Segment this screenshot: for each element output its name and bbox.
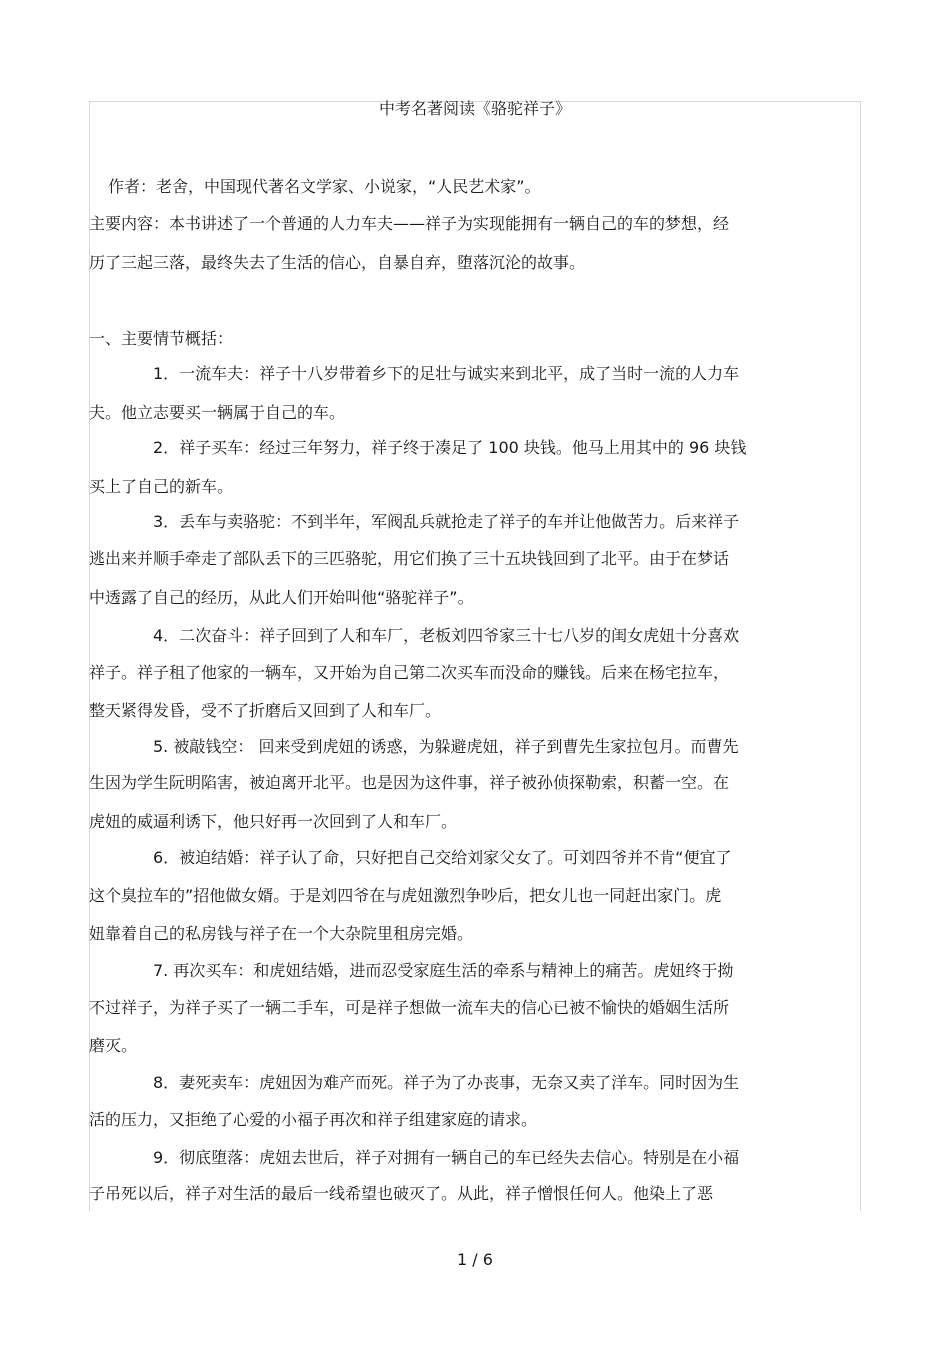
content-line-2: 历了三起三落，最终失去了生活的信心，自暴自弃，堕落沉沦的故事。: [89, 253, 586, 272]
plot-line: 活的压力，又拒绝了心爱的小福子再次和祥子组建家庭的请求。: [89, 1110, 538, 1129]
plot-line: 4．二次奋斗：祥子回到了人和车厂，老板刘四爷家三十七八岁的闺女虎妞十分喜欢: [153, 626, 740, 645]
plot-line: 3．丢车与卖骆驼：不到半年，军阀乱兵就抢走了祥子的车并让他做苦力。后来祥子: [153, 512, 740, 531]
page-number: 1 / 6: [457, 1250, 493, 1269]
plot-line: 9．彻底堕落：虎妞去世后，祥子对拥有一辆自己的车已经失去信心。特别是在小福: [153, 1148, 740, 1167]
plot-line: 6．被迫结婚：祥子认了命，只好把自己交给刘家父女了。可刘四爷并不肯“便宜了: [153, 848, 732, 867]
plot-line: 整天紧得发昏，受不了折磨后又回到了人和车厂。: [89, 701, 442, 720]
plot-line: 祥子。祥子租了他家的一辆车，又开始为自己第二次买车而没命的赚钱。后来在杨宅拉车，: [89, 663, 730, 682]
plot-line: 虎妞的威逼利诱下，他只好再一次回到了人和车厂。: [89, 812, 458, 831]
plot-line: 1．一流车夫：祥子十八岁带着乡下的足壮与诚实来到北平，成了当时一流的人力车: [153, 364, 740, 383]
plot-line: 不过祥子，为祥子买了一辆二手车，可是祥子想做一流车夫的信心已被不愉快的婚姻生活所: [89, 998, 730, 1017]
plot-line: 子吊死以后，祥子对生活的最后一线希望也破灭了。从此，祥子憎恨任何人。他染上了恶: [89, 1184, 714, 1203]
document-title: 中考名著阅读《骆驼祥子》: [378, 99, 571, 118]
plot-line: 生因为学生阮明陷害，被迫离开北平。也是因为这件事，祥子被孙侦探勒索，积蓄一空。在: [89, 773, 730, 792]
plot-line: 2．祥子买车：经过三年努力，祥子终于凑足了 100 块钱。他马上用其中的 96 块钱: [153, 438, 747, 457]
plot-line: 这个臭拉车的”招他做女婿。于是刘四爷在与虎妞激烈争吵后，把女儿也一同赶出家门。虎: [89, 886, 722, 905]
plot-line: 买上了自己的新车。: [89, 477, 234, 496]
plot-line: 逃出来并顺手牵走了部队丢下的三匹骆驼，用它们换了三十五块钱回到了北平。由于在梦话: [89, 549, 730, 568]
plot-line: 磨灭。: [89, 1036, 138, 1055]
plot-line: 7. 再次买车：和虎妞结婚，进而忍受家庭生活的牵系与精神上的痛苦。虎妞终于拗: [153, 961, 734, 980]
page-frame-right: [860, 101, 861, 1211]
author-line: 作者：老舍，中国现代著名文学家、小说家，“人民艺术家”。: [108, 177, 541, 196]
content-line-1: 主要内容：本书讲述了一个普通的人力车夫——祥子为实现能拥有一辆自己的车的梦想，经: [89, 214, 730, 233]
plot-line: 夫。他立志要买一辆属于自己的车。: [89, 403, 346, 422]
plot-line: 妞靠着自己的私房钱与祥子在一个大杂院里租房完婚。: [89, 924, 474, 943]
plot-line: 5. 被敲钱空： 回来受到虎妞的诱惑，为躲避虎妞，祥子到曹先生家拉包月。而曹先: [153, 737, 739, 756]
section-heading: 一、主要情节概括：: [89, 329, 234, 348]
plot-line: 8．妻死卖车：虎妞因为难产而死。祥子为了办丧事，无奈又卖了洋车。同时因为生: [153, 1073, 740, 1092]
plot-line: 中透露了自己的经历，从此人们开始叫他“骆驼祥子”。: [89, 588, 474, 607]
